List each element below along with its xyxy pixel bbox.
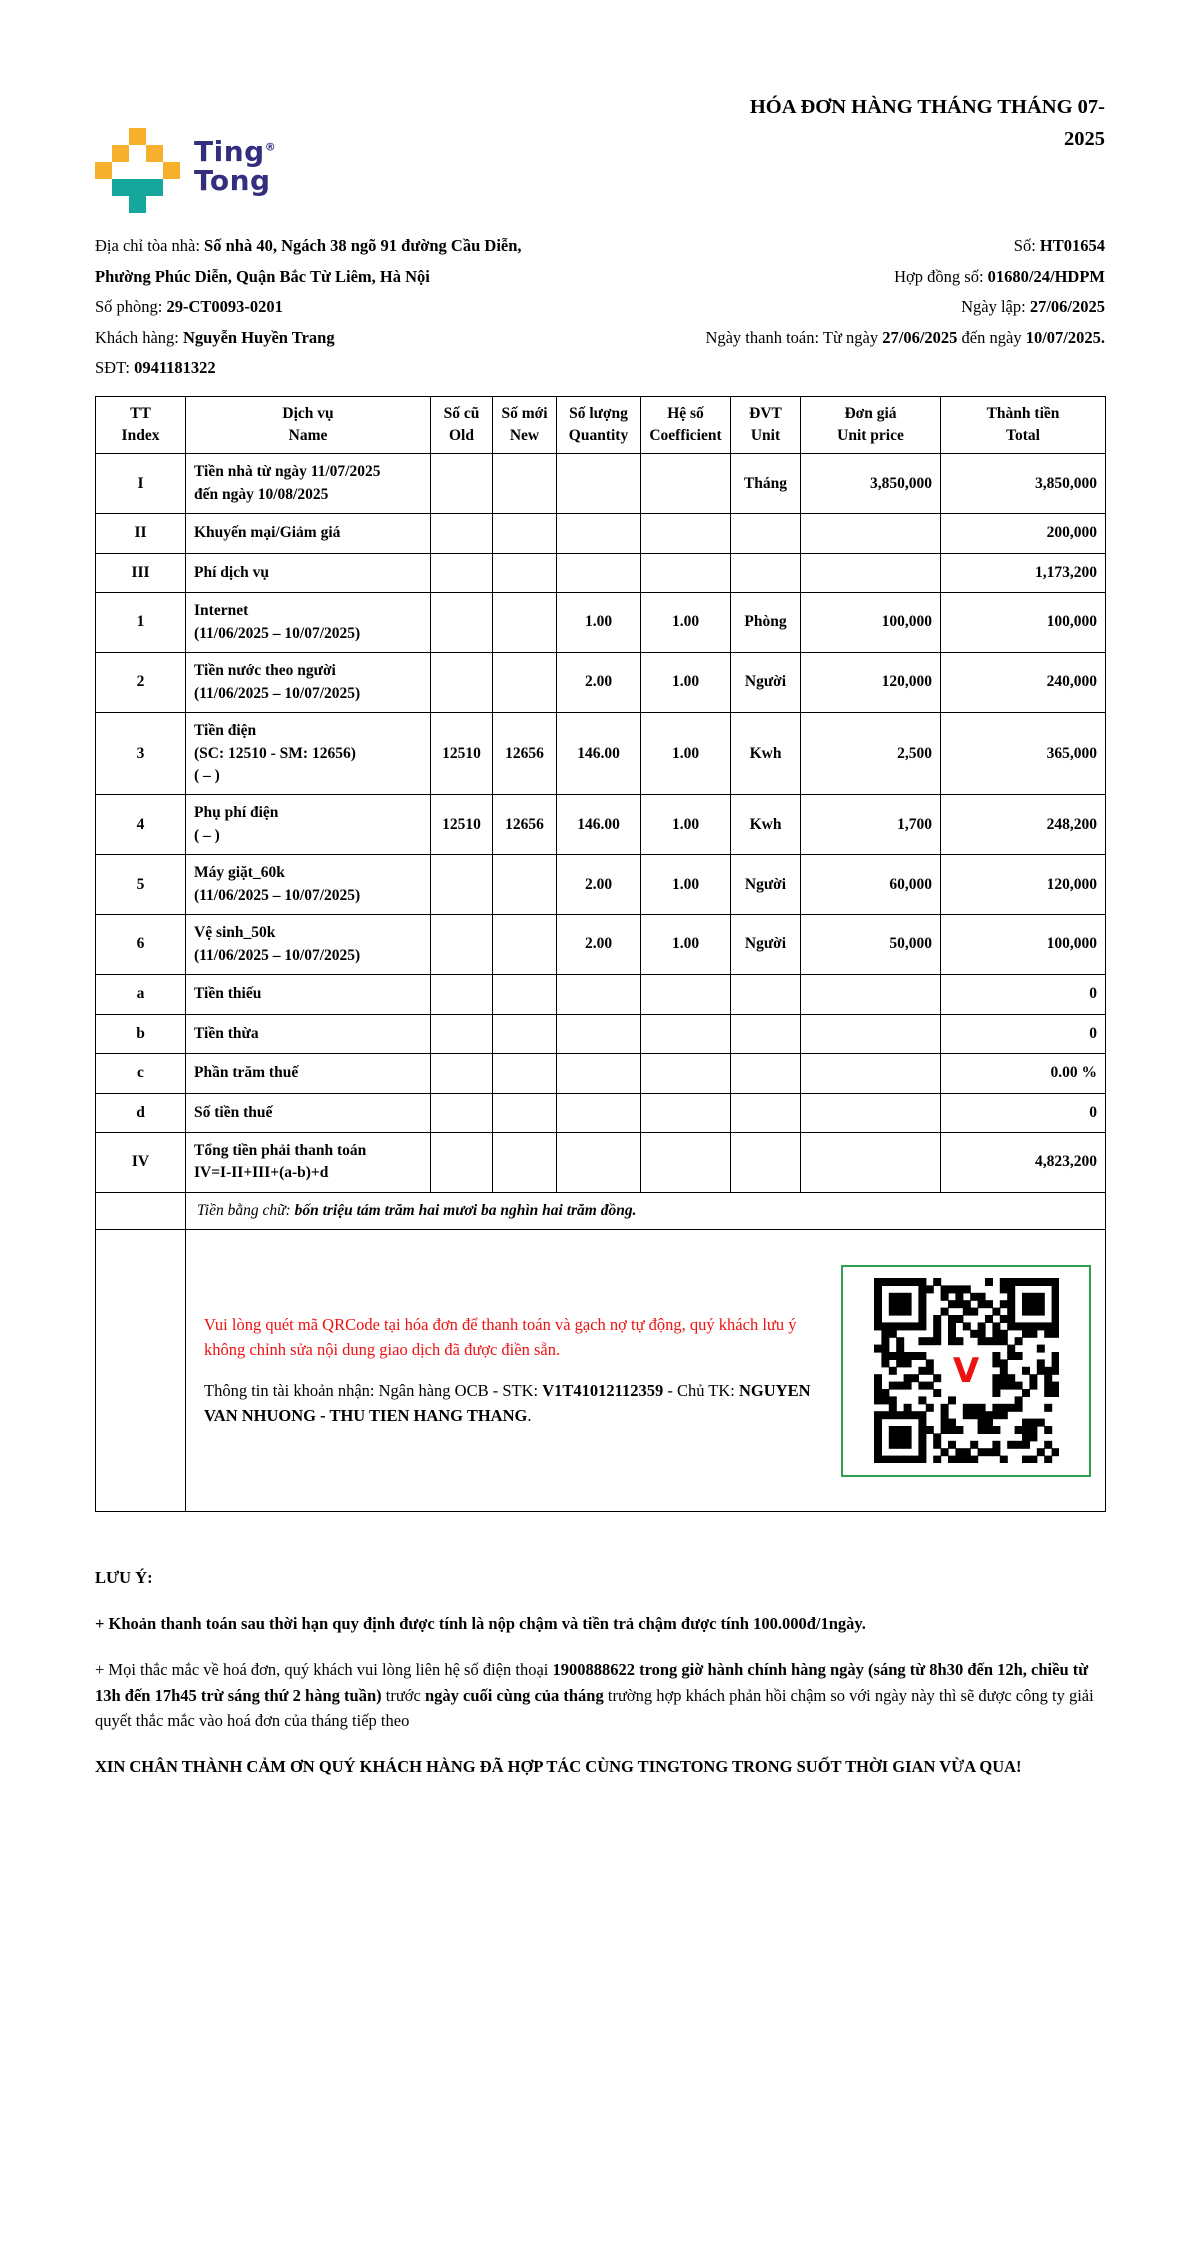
info-left [95, 231, 522, 384]
cell-old [431, 514, 493, 553]
cell-unit [731, 1014, 801, 1053]
cell-coef [641, 1054, 731, 1093]
cell-name: Phí dịch vụ [186, 553, 431, 592]
cell-qty: 2.00 [557, 915, 641, 975]
table-row [96, 975, 1106, 1014]
table-row [96, 593, 1106, 653]
cell-unit [731, 1132, 801, 1192]
table-row [96, 1093, 1106, 1132]
col-header-tt: TT Index [96, 396, 186, 454]
cell-qty: 2.00 [557, 855, 641, 915]
cell-price: 50,000 [801, 915, 941, 975]
cell-total: 100,000 [941, 593, 1106, 653]
cell-total: 0 [941, 1014, 1106, 1053]
cell-tt: c [96, 1054, 186, 1093]
table-header-row [96, 396, 1106, 454]
cell-name: Tiền nước theo người (11/06/2025 – 10/07/2025) [186, 653, 431, 713]
invoice-page [95, 0, 1105, 1779]
table-row [96, 454, 1106, 514]
table-row [96, 855, 1106, 915]
cell-name: Tiền nhà từ ngày 11/07/2025 đến ngày 10/08/2025 [186, 454, 431, 514]
cell-price [801, 553, 941, 592]
cell-old [431, 1093, 493, 1132]
cell-old [431, 1132, 493, 1192]
cell-tt: a [96, 975, 186, 1014]
cell-total: 0.00 % [941, 1054, 1106, 1093]
table-row [96, 653, 1106, 713]
cell-qty [557, 975, 641, 1014]
cell-price [801, 1054, 941, 1093]
account-info: Thông tin tài khoản nhận: Ngân hàng OCB - STK: V1T41012112359 - Chủ TK: NGUYEN VAN NHUONG - THU TIEN HANG THANG. [204, 1380, 811, 1425]
invoice-info [95, 231, 1105, 384]
cell-qty: 146.00 [557, 795, 641, 855]
cell-total: 4,823,200 [941, 1132, 1106, 1192]
cell-name: Tổng tiền phải thanh toán IV=I-II+III+(a-b)+d [186, 1132, 431, 1192]
cell-new [493, 975, 557, 1014]
cell-tt: 2 [96, 653, 186, 713]
brand-wordmark [194, 135, 277, 197]
brand-top: Ting [194, 135, 265, 168]
col-header-old: Số cũ Old [431, 396, 493, 454]
cell-name: Phần trăm thuế [186, 1054, 431, 1093]
cell-total: 240,000 [941, 653, 1106, 713]
qr-row [96, 1230, 1106, 1512]
cell-coef [641, 975, 731, 1014]
cell-old: 12510 [431, 713, 493, 795]
cell-coef: 1.00 [641, 713, 731, 795]
amount-in-words: Tiền bằng chữ: bốn triệu tám trăm hai mươi ba nghìn hai trăm đồng. [186, 1192, 1106, 1229]
cell-price [801, 1014, 941, 1053]
qr-code-box [841, 1265, 1091, 1477]
cell-new [493, 1093, 557, 1132]
cell-tt: I [96, 454, 186, 514]
cell-qty [557, 1093, 641, 1132]
info-line: Khách hàng: Nguyễn Huyền Trang [95, 327, 335, 347]
footer-note-hotline: + Mọi thắc mắc về hoá đơn, quý khách vui lòng liên hệ số điện thoại 1900888622 trong giờ hành chính hàng ngày (sáng từ 8h30 đến 12h, chiều từ 13h đến 17h45 trừ sáng thứ 2 hàng tuần) trước ngày cuối cùng của tháng trường hợp khách phản hồi chậm so với ngày này thì sẽ được công ty giải quyết thắc mắc vào hoá đơn của tháng tiếp theo [95, 1660, 1094, 1731]
info-line: Ngày lập: 27/06/2025 [961, 297, 1105, 316]
table-row [96, 915, 1106, 975]
cell-empty [96, 1230, 186, 1512]
invoice-table-body [96, 454, 1106, 1192]
cell-tt: 3 [96, 713, 186, 795]
cell-old [431, 1054, 493, 1093]
registered-mark-icon: ® [264, 140, 277, 154]
cell-total: 1,173,200 [941, 553, 1106, 592]
cell-total: 200,000 [941, 514, 1106, 553]
cell-price [801, 1132, 941, 1192]
footer-thanks: XIN CHÂN THÀNH CẢM ƠN QUÝ KHÁCH HÀNG ĐÃ HỢP TÁC CÙNG TINGTONG TRONG SUỐT THỜI GIAN VỪA QUA! [95, 1756, 1022, 1776]
cell-coef: 1.00 [641, 855, 731, 915]
cell-name: Phụ phí điện ( – ) [186, 795, 431, 855]
cell-tt: II [96, 514, 186, 553]
cell-new [493, 915, 557, 975]
table-row [96, 713, 1106, 795]
cell-name: Tiền điện (SC: 12510 - SM: 12656) ( – ) [186, 713, 431, 795]
cell-unit: Kwh [731, 713, 801, 795]
cell-tt: 4 [96, 795, 186, 855]
cell-old [431, 653, 493, 713]
payment-instructions [204, 1313, 841, 1428]
cell-unit: Người [731, 855, 801, 915]
cell-old [431, 454, 493, 514]
footer-heading: LƯU Ý: [95, 1568, 153, 1588]
cell-qty [557, 553, 641, 592]
cell-unit [731, 514, 801, 553]
cell-name: Vệ sinh_50k (11/06/2025 – 10/07/2025) [186, 915, 431, 975]
cell-new [493, 593, 557, 653]
cell-new [493, 1054, 557, 1093]
cell-unit: Người [731, 915, 801, 975]
cell-coef [641, 1132, 731, 1192]
cell-coef [641, 514, 731, 553]
col-header-quantity: Số lượng Quantity [557, 396, 641, 454]
footer-note-late-fee: + Khoản thanh toán sau thời hạn quy định được tính là nộp chậm và tiền trả chậm được tính 100.000đ/1ngày. [95, 1614, 866, 1634]
brand-logo [95, 126, 276, 213]
cell-qty: 146.00 [557, 713, 641, 795]
cell-tt: 5 [96, 855, 186, 915]
cell-total: 0 [941, 975, 1106, 1014]
col-header-unit: ĐVT Unit [731, 396, 801, 454]
cell-old [431, 593, 493, 653]
cell-unit: Phòng [731, 593, 801, 653]
cell-coef: 1.00 [641, 795, 731, 855]
cell-name: Khuyến mại/Giảm giá [186, 514, 431, 553]
cell-tt: 6 [96, 915, 186, 975]
cell-name: Số tiền thuế [186, 1093, 431, 1132]
header [95, 90, 1105, 213]
cell-old [431, 975, 493, 1014]
cell-new: 12656 [493, 713, 557, 795]
cell-new [493, 1014, 557, 1053]
cell-qty [557, 1014, 641, 1053]
tingtong-pixel-icon [95, 128, 180, 213]
cell-price: 60,000 [801, 855, 941, 915]
info-right [705, 231, 1105, 384]
cell-name: Tiền thừa [186, 1014, 431, 1053]
cell-new [493, 855, 557, 915]
table-row [96, 553, 1106, 592]
cell-coef [641, 553, 731, 592]
table-row [96, 795, 1106, 855]
cell-price: 1,700 [801, 795, 941, 855]
col-header-name: Dịch vụ Name [186, 396, 431, 454]
cell-new [493, 514, 557, 553]
invoice-table [95, 396, 1106, 1513]
cell-old [431, 915, 493, 975]
cell-unit: Tháng [731, 454, 801, 514]
info-line: Ngày thanh toán: Từ ngày 27/06/2025 đến ngày 10/07/2025. [705, 327, 1105, 347]
cell-unit: Kwh [731, 795, 801, 855]
cell-new [493, 454, 557, 514]
cell-unit [731, 975, 801, 1014]
cell-qty: 2.00 [557, 653, 641, 713]
cell-unit [731, 1054, 801, 1093]
cell-name: Internet (11/06/2025 – 10/07/2025) [186, 593, 431, 653]
info-line: Địa chỉ tòa nhà: Số nhà 40, Ngách 38 ngõ 91 đường Cầu Diễn, [95, 236, 522, 255]
col-header-total: Thành tiền Total [941, 396, 1106, 454]
cell-tt: d [96, 1093, 186, 1132]
cell-tt: III [96, 553, 186, 592]
table-row [96, 514, 1106, 553]
info-line: Số: HT01654 [1013, 236, 1105, 255]
cell-tt: b [96, 1014, 186, 1053]
cell-price: 120,000 [801, 653, 941, 713]
cell-empty [96, 1192, 186, 1229]
col-header-unit-price: Đơn giá Unit price [801, 396, 941, 454]
cell-new [493, 1132, 557, 1192]
cell-coef [641, 454, 731, 514]
info-line: SĐT: 0941181322 [95, 358, 216, 377]
cell-qty: 1.00 [557, 593, 641, 653]
cell-tt: 1 [96, 593, 186, 653]
cell-price [801, 514, 941, 553]
footer [95, 1568, 1105, 1779]
cell-unit [731, 1093, 801, 1132]
cell-coef: 1.00 [641, 593, 731, 653]
cell-old [431, 553, 493, 592]
info-line: Phường Phúc Diễn, Quận Bắc Từ Liêm, Hà Nội [95, 266, 430, 286]
cell-price: 2,500 [801, 713, 941, 795]
cell-price [801, 1093, 941, 1132]
cell-qty [557, 514, 641, 553]
cell-total: 248,200 [941, 795, 1106, 855]
page-title: HÓA ĐƠN HÀNG THÁNG THÁNG 07- 2025 [749, 96, 1105, 150]
cell-old [431, 855, 493, 915]
table-row [96, 1014, 1106, 1053]
cell-new [493, 553, 557, 592]
info-line: Hợp đồng số: 01680/24/HDPM [894, 266, 1105, 286]
cell-price: 3,850,000 [801, 454, 941, 514]
cell-coef [641, 1093, 731, 1132]
cell-price [801, 975, 941, 1014]
cell-qty [557, 1054, 641, 1093]
cell-tt: IV [96, 1132, 186, 1192]
cell-coef: 1.00 [641, 653, 731, 713]
cell-new [493, 653, 557, 713]
vietqr-logo-icon: V [943, 1350, 989, 1392]
brand-bottom: Tong [194, 163, 271, 197]
cell-new: 12656 [493, 795, 557, 855]
cell-total: 0 [941, 1093, 1106, 1132]
amount-in-words-row [96, 1192, 1106, 1229]
cell-qty [557, 1132, 641, 1192]
cell-coef [641, 1014, 731, 1053]
cell-total: 365,000 [941, 713, 1106, 795]
cell-qty [557, 454, 641, 514]
qr-note-red: Vui lòng quét mã QRCode tại hóa đơn để thanh toán và gạch nợ tự động, quý khách lưu ý không chỉnh sửa nội dung giao dịch đã được điền sẵn. [204, 1315, 797, 1360]
cell-coef: 1.00 [641, 915, 731, 975]
cell-unit: Người [731, 653, 801, 713]
cell-total: 120,000 [941, 855, 1106, 915]
cell-price: 100,000 [801, 593, 941, 653]
cell-unit [731, 553, 801, 592]
cell-old: 12510 [431, 795, 493, 855]
col-header-new: Số mới New [493, 396, 557, 454]
cell-name: Máy giặt_60k (11/06/2025 – 10/07/2025) [186, 855, 431, 915]
col-header-coefficient: Hệ số Coefficient [641, 396, 731, 454]
cell-old [431, 1014, 493, 1053]
cell-name: Tiền thiếu [186, 975, 431, 1014]
cell-total: 3,850,000 [941, 454, 1106, 514]
cell-total: 100,000 [941, 915, 1106, 975]
table-row [96, 1054, 1106, 1093]
table-row [96, 1132, 1106, 1192]
info-line: Số phòng: 29-CT0093-0201 [95, 297, 283, 316]
